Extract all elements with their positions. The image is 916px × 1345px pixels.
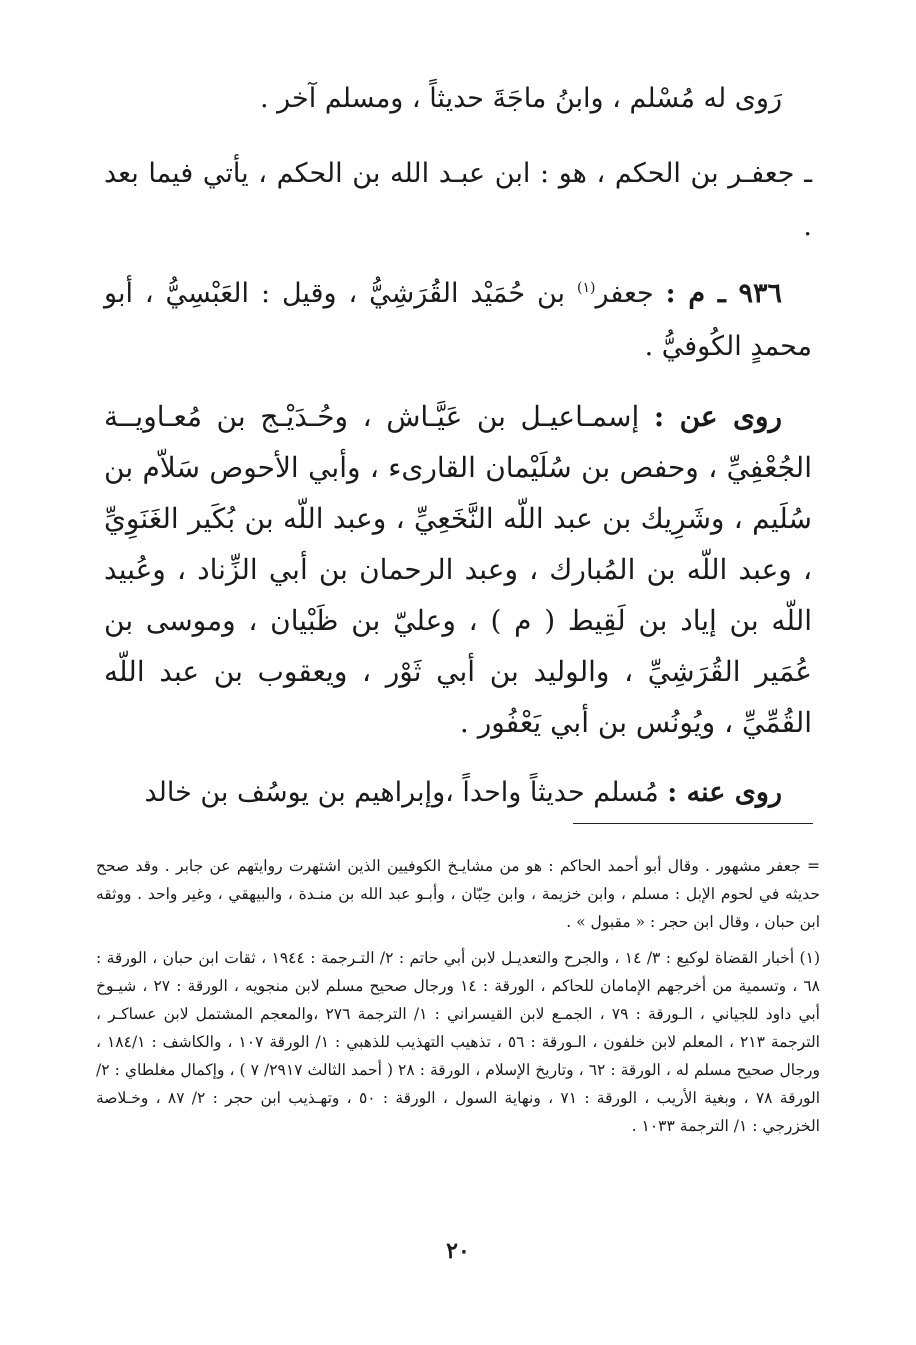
previous-entry-ending [104,72,812,125]
students-paragraph [104,766,812,819]
entry-name-first: جعفر [595,278,654,309]
students-label: روى عنه : [667,777,782,808]
previous-entry-line: رَوى له مُسْلم ، وابنُ ماجَةَ حديثاً ، ومسلم آخر . [259,83,782,114]
teachers-list: إسمـاعيـل بن عَيَّـاش ، وحُـدَيْـج بن مُعـاويــة الجُعْفِيِّ ، وحفص بن سُلَيْمان القارىء ، وأبي الأحوص سَلاّم بن سُلَيم ، وشَرِيك بن عبد اللّه النَّخَعِيِّ ، وعبد اللّه بن بُكَير الغَنَوِيِّ ، وعبد اللّه بن المُبارك ، وعبد الرحمان بن أبي الزِّناد ، وعُبيد اللّه بن إياد بن لَقِيط ( م ) ، وعليّ بن ظَبْيان ، وموسى بن عُمَير القُرَشِيِّ ، والوليد بن أبي ثَوْر ، ويعقوب بن عبد اللّه القُمِّيِّ ، ويُونُس بن أبي يَعْفُور . [104,400,812,739]
footnote-marker: (١) [576,280,596,296]
teachers-paragraph [104,391,812,748]
students-list: مُسلم حديثاً واحداً ،وإبراهيم بن يوسُف بن خالد [144,777,659,808]
footnote-continuation: = جعفر مشهور . وقال أبو أحمد الحاكم : هو من مشايـخ الكوفيين الذين اشتهرت روايتهم عن جابر . وقد صحح حديثه في لحوم الإبل : مسلم ، وابن خزيمة ، وابن حِبّان ، وأبـو عبد الله بن منـدة ، والبيهقي ، وغير واحد . ووثقه ابن حبان ، وقال ابن حجر : « مقبول » . [96,857,820,931]
main-text [104,72,812,833]
entry-number: ٩٣٦ ـ م : [665,278,782,309]
entry-name-rest: بن حُمَيْد القُرَشِيُّ ، وقيل : العَبْسِيُّ ، أبو محمدٍ الكُوفيُّ . [104,278,812,362]
cross-reference-entry: ـ جعفـر بن الحكم ، هو : ابن عبـد الله بن الحكم ، يأتي فيما بعد . [104,158,812,242]
footnotes [96,852,820,1148]
teachers-label: روى عن : [653,400,782,433]
biography-entry-header [104,267,812,373]
page-number: ٢٠ [446,1238,470,1264]
footnote-1: (١) أخبار القضاة لوكيع : ٣/ ١٤ ، والجرح والتعديـل لابن أبي حاتم : ٢/ التـرجمة : ١٩٤٤ ، ثقات ابن حبان ، الورقة : ٦٨ ، وتسمية من أخرجهم الإمامان للحاكم ، الورقة : ١٤ ورجال صحيح مسلم لابن منجويه ، الورقة : ٢٧ ، شيـوخ أبي داود للجياني ، الـورقة : ٧٩ ، الجمـع لابن القيسراني : ١/ الترجمة ٢٧٦ ،والمعجم المشتمل لابن عساكـر ، الترجمة ٢١٣ ، المعلم لابن خلفون ، الـورقة : ٥٦ ، تذهيب التهذيب للذهبي : ١/ الورقة ١٠٧ ، والكاشف : ١٨٤/١ ، ورجال صحيح مسلم له ، الورقة : ٦٢ ، وتاريخ الإسلام ، الورقة : ٢٨ ( أحمد الثالث ٢٩١٧/ ٧ ) ، وإكمال مغلطاي : ٢/ الورقة ٧٨ ، وبغية الأريب ، الورقة : ٧١ ، ونهاية السول ، الورقة : ٥٠ ، وتهـذيب ابن حجر : ٢/ ٨٧ ، وخـلاصة الخزرجي : ١/ الترجمة ١٠٣٣ . [96,949,821,1135]
footnote-separator [573,823,813,824]
